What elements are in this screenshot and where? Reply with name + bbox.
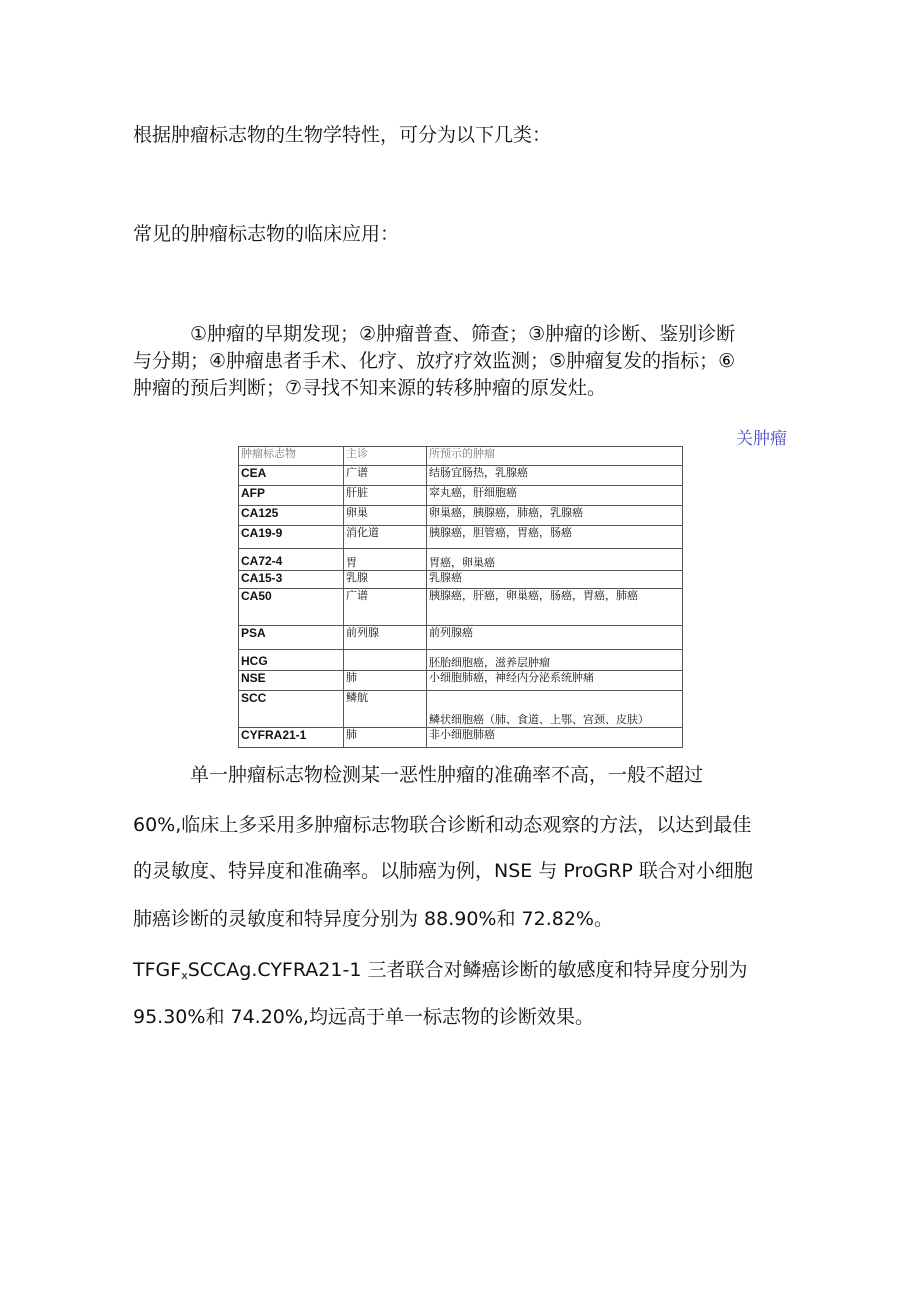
table-row bbox=[239, 650, 683, 671]
header-organ: 主诊 bbox=[344, 447, 427, 466]
table-row bbox=[239, 728, 683, 748]
table-row bbox=[239, 671, 683, 691]
tumor-cell: 胚胎细胞癌，滋养层肿瘤 bbox=[427, 650, 683, 671]
tumor-cell: 鳞状细胞癌（肺、食道、上鄂、宫颈、皮肤） bbox=[427, 691, 683, 728]
applications-line-1: ①肿瘤的早期发现；②肿瘤普查、筛查；③肿瘤的诊断、鉴别诊断 bbox=[190, 323, 736, 345]
organ-cell: 广谱 bbox=[344, 589, 427, 626]
marker-cell: CEA bbox=[239, 466, 344, 486]
tumor-cell: 乳腺癌 bbox=[427, 571, 683, 589]
header-tumors: 所预示的肿瘤 bbox=[427, 447, 683, 466]
table-row bbox=[239, 589, 683, 626]
table-row bbox=[239, 466, 683, 486]
organ-cell: 肺 bbox=[344, 728, 427, 748]
tumor-cell: 胰腺癌，肝癌，卵巢癌，肠癌，胃癌，肺癌 bbox=[427, 589, 683, 626]
marker-cell: SCC bbox=[239, 691, 344, 728]
tumor-cell: 非小细胞肺癌 bbox=[427, 728, 683, 748]
organ-cell: 肝脏 bbox=[344, 486, 427, 506]
organ-cell: 鳞航 bbox=[344, 691, 427, 728]
table-row bbox=[239, 691, 683, 728]
tumor-cell: 结肠宜肠热，乳腺癌 bbox=[427, 466, 683, 486]
tumor-marker-table bbox=[238, 446, 683, 748]
body-line-6: 95.30%和 74.20%,均远高于单一标志物的诊断效果。 bbox=[133, 1006, 594, 1028]
marker-cell: PSA bbox=[239, 626, 344, 650]
combo-text: SCCAg.CYFRA21-1 三者联合对鳞癌诊断的敏感度和特异度分别为 bbox=[187, 959, 748, 981]
organ-cell: 肺 bbox=[344, 671, 427, 691]
organ-cell: 消化道 bbox=[344, 526, 427, 549]
body-line-2: 60%,临床上多采用多肿瘤标志物联合诊断和动态观察的方法，以达到最佳 bbox=[133, 814, 752, 836]
marker-cell: NSE bbox=[239, 671, 344, 691]
applications-paragraph bbox=[133, 321, 783, 402]
body-line-3: 的灵敏度、特异度和准确率。以肺癌为例，NSE 与 ProGRP 联合对小细胞 bbox=[133, 860, 753, 882]
classification-heading: 根据肿瘤标志物的生物学特性，可分为以下几类： bbox=[133, 124, 552, 146]
marker-cell: CA125 bbox=[239, 506, 344, 526]
tumor-cell: 胃癌，卵巢癌 bbox=[427, 549, 683, 571]
body-line-5 bbox=[133, 961, 747, 981]
body-line-4: 肺癌诊断的灵敏度和特异度分别为 88.90%和 72.82%。 bbox=[133, 908, 613, 930]
organ-cell bbox=[344, 650, 427, 671]
marker-cell: CA19-9 bbox=[239, 526, 344, 549]
organ-cell: 前列腺 bbox=[344, 626, 427, 650]
marker-cell: CA50 bbox=[239, 589, 344, 626]
tumor-cell: 小细胞肺癌，神经内分泌系统肿痛 bbox=[427, 671, 683, 691]
table-row bbox=[239, 526, 683, 549]
tumor-cell: 胰腺癌，胆管癌，胃癌，肠癌 bbox=[427, 526, 683, 549]
tumor-cell: 卵巢癌，胰腺癌，肺癌，乳腺癌 bbox=[427, 506, 683, 526]
marker-cell: HCG bbox=[239, 650, 344, 671]
tumor-cell: 前列腺癌 bbox=[427, 626, 683, 650]
marker-cell: CYFRA21-1 bbox=[239, 728, 344, 748]
applications-line-3: 肿瘤的预后判断；⑦寻找不知来源的转移肿瘤的原发灶。 bbox=[133, 377, 607, 399]
marker-cell: CA15-3 bbox=[239, 571, 344, 589]
organ-cell: 卵巢 bbox=[344, 506, 427, 526]
subscript-x: x bbox=[181, 969, 188, 982]
tfgf-text: TFGF bbox=[133, 959, 182, 981]
table-row bbox=[239, 486, 683, 506]
organ-cell: 胃 bbox=[344, 549, 427, 571]
clinical-use-heading: 常见的肿瘤标志物的临床应用： bbox=[133, 223, 400, 245]
tumor-cell: 窣丸癌，肝细胞癌 bbox=[427, 486, 683, 506]
table-row bbox=[239, 571, 683, 589]
table-row bbox=[239, 626, 683, 650]
header-marker: 肿瘤标志物 bbox=[239, 447, 344, 466]
table-header-row bbox=[239, 447, 683, 466]
related-tumor-link[interactable]: 关肿瘤 bbox=[736, 429, 787, 449]
marker-cell: CA72-4 bbox=[239, 549, 344, 571]
table-row bbox=[239, 506, 683, 526]
body-line-1: 单一肿瘤标志物检测某一恶性肿瘤的准确率不高，一般不超过 bbox=[190, 764, 704, 786]
organ-cell: 乳腺 bbox=[344, 571, 427, 589]
table-row bbox=[239, 549, 683, 571]
marker-cell: AFP bbox=[239, 486, 344, 506]
applications-line-2: 与分期；④肿瘤患者手术、化疗、放疗疗效监测；⑤肿瘤复发的指标；⑥ bbox=[133, 350, 736, 372]
organ-cell: 广谱 bbox=[344, 466, 427, 486]
